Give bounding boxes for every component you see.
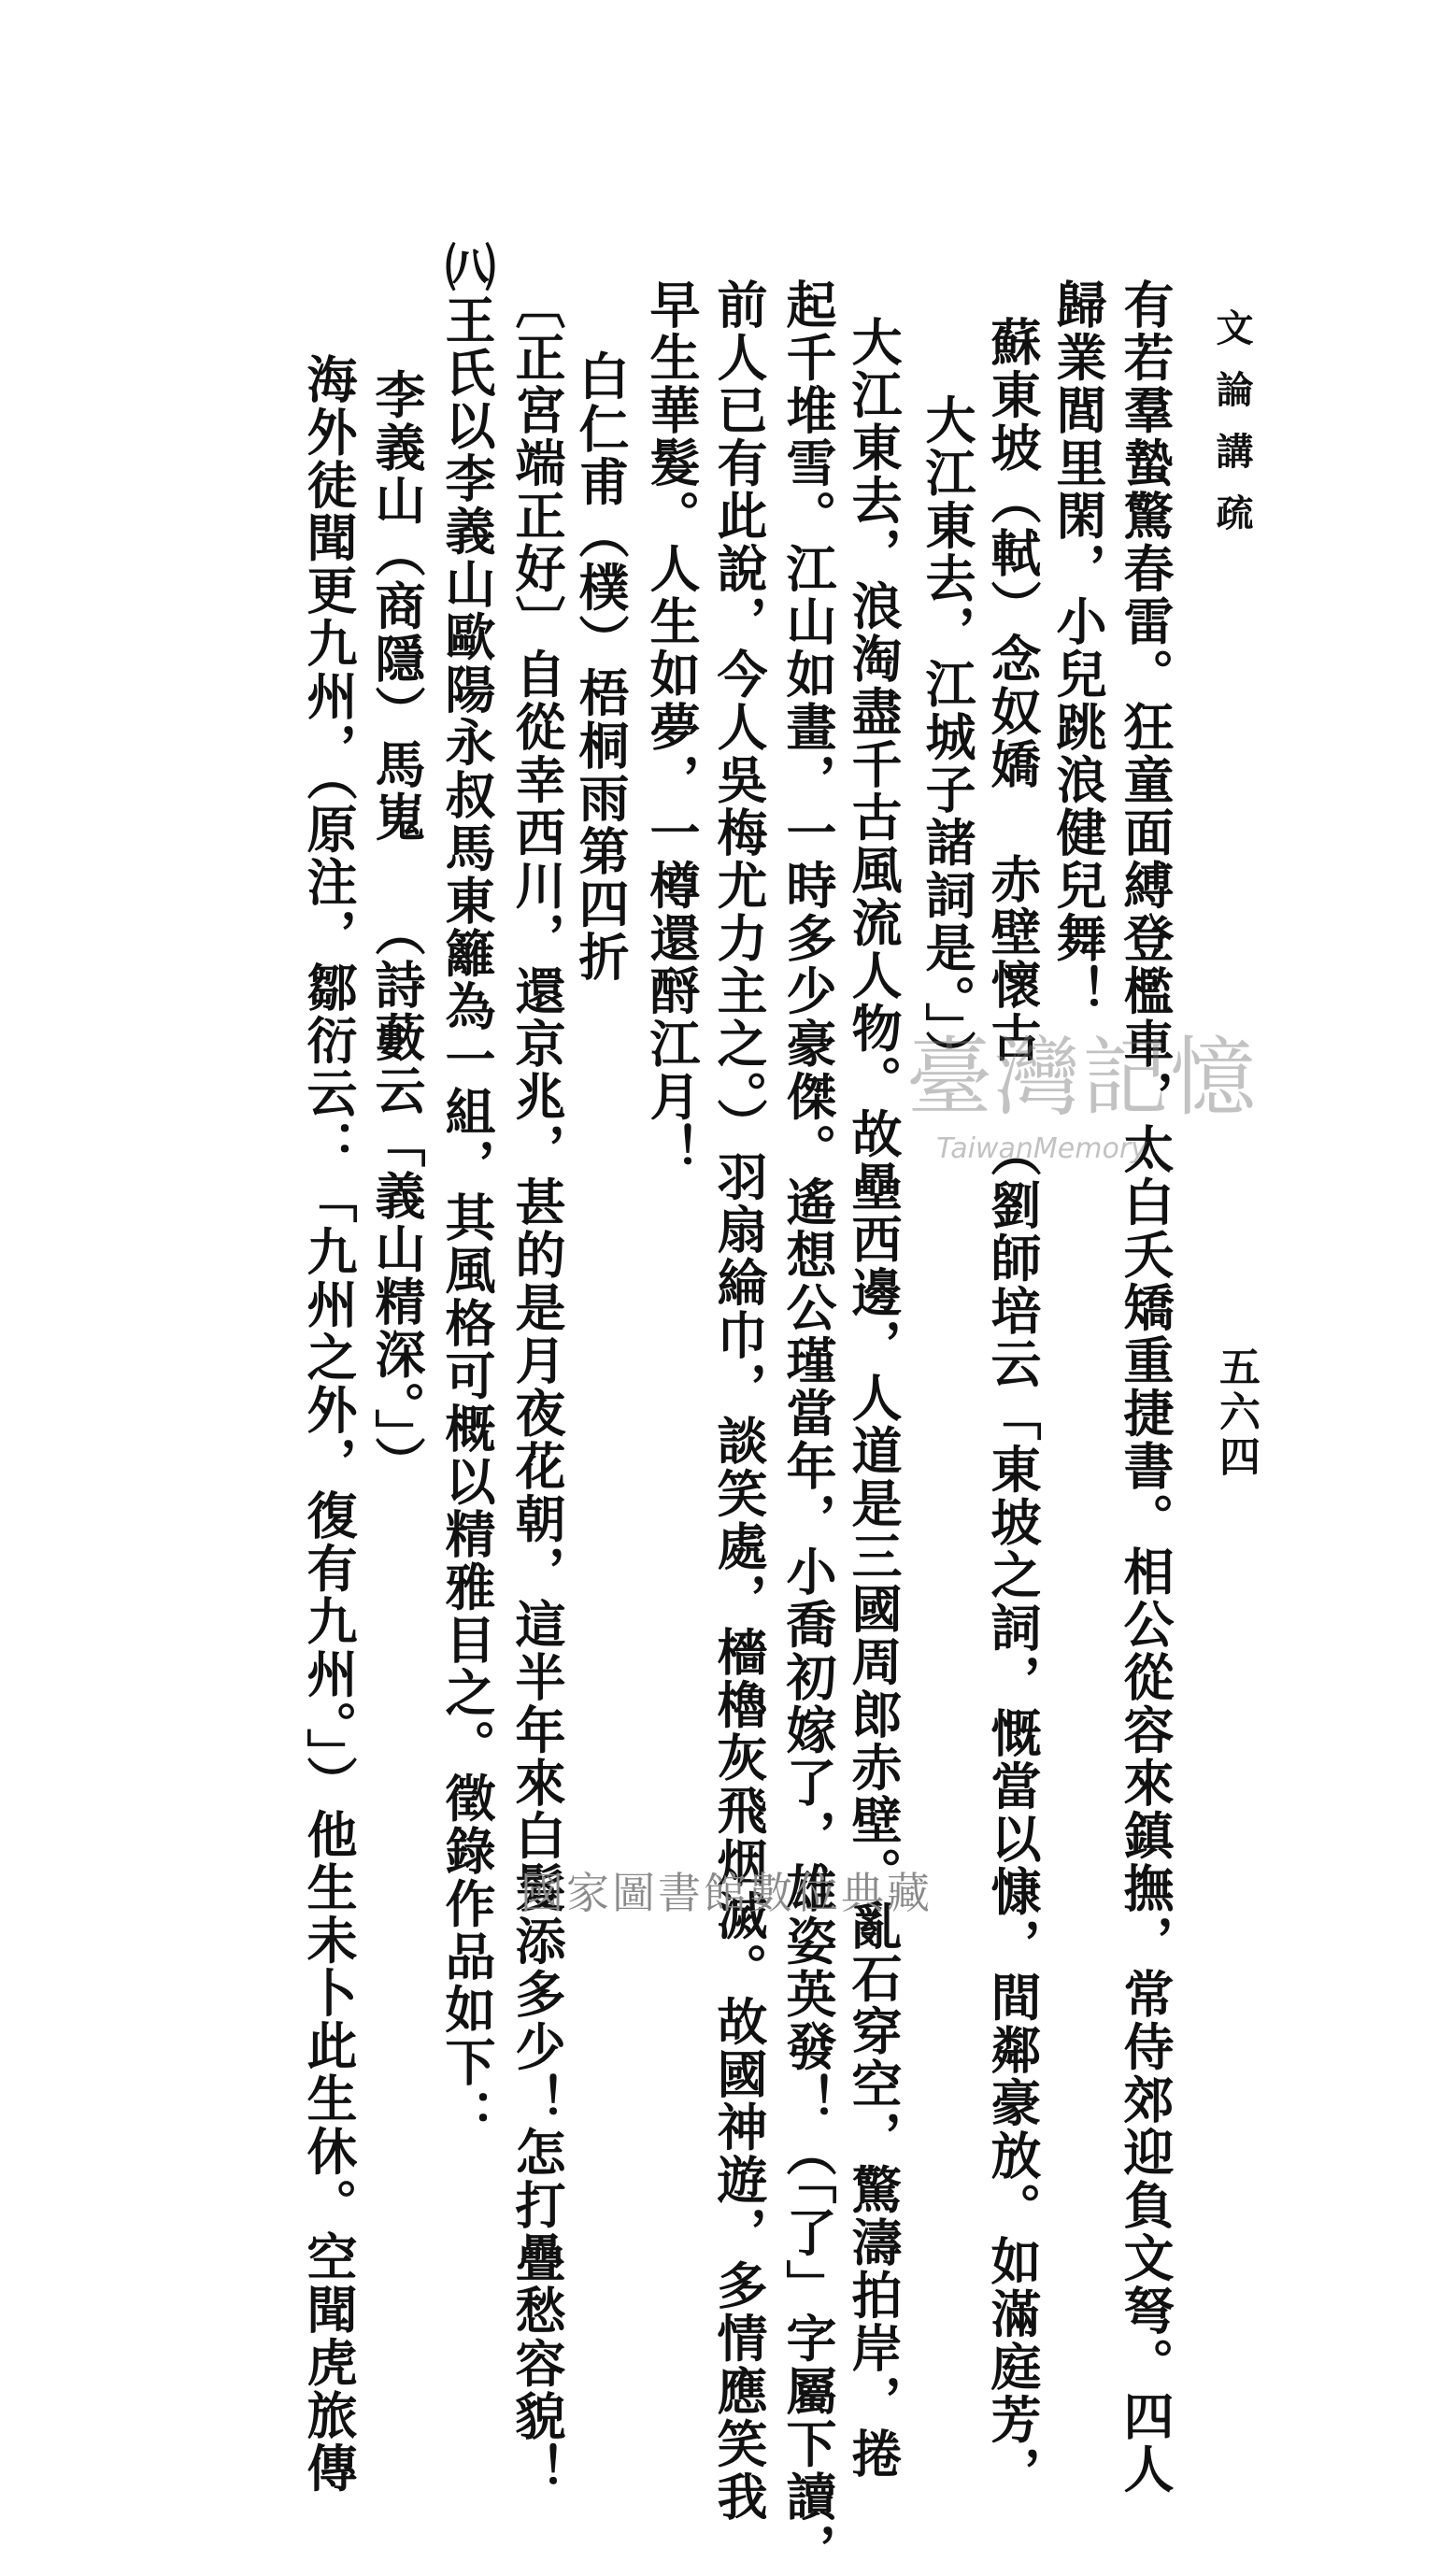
watermark-text: 臺灣記憶 — [906, 1028, 1259, 1128]
text-column: 起千堆雪。江山如畫，一時多少豪傑。遙想公瑾當年，小喬初嫁了，雄姿英發！（「了」字屬下讀， — [778, 278, 838, 2576]
text-column: 前人已有此說，今人吳梅尤力主之。）羽扇綸巾，談笑處，檣櫓灰飛烟滅。故國神遊，多情應笑我 — [709, 278, 769, 2524]
text-column: 大江東去，江城子諸詞是。」） — [918, 341, 977, 1083]
text-column: 蘇東坡（軾）念奴嬌 赤壁懷古 （劉師培云「東坡之詞，慨當以慷，間鄰豪放。如滿庭芳， — [983, 316, 1043, 2499]
text-column: 〔正宮端正好〕自從幸西川，還京兆，甚的是月夜花朝，這半年來白髮添多少！怎打疊愁容貌！ — [507, 278, 567, 2496]
watermark-subtext: TaiwanMemory — [936, 1132, 1147, 1165]
text-column: 李義山（商隱）馬嵬 （詩藪云「義山精深。」） — [367, 316, 427, 1489]
footer-credit: 國家圖書館數位典藏 — [520, 1868, 933, 1918]
book-title: 文論講疏 — [1210, 308, 1254, 555]
text-column: 大江東去，浪淘盡千古風流人物。故壘西邊，人道是三國周郎赤壁。亂石穿空，驚濤拍岸，捲 — [844, 316, 904, 2481]
watermark — [906, 1009, 1259, 1165]
page-number: 五六四 — [1212, 1345, 1260, 1480]
text-column: ㈧王氏以李義山歐陽永叔馬東籬為一組，其風格可概以精雅目之。徵錄作品如下： — [437, 241, 497, 2142]
text-column: 海外徒聞更九州，（原注，鄒衍云：「九州之外，復有九州。」）他生未卜此生休。空聞虎旅傳 — [299, 353, 359, 2495]
text-column: 早生華髮。人生如夢，一樽還酹江月！ — [642, 278, 702, 1176]
text-column: 白仁甫（樸）梧桐雨第四折 — [571, 297, 631, 984]
text-column: 有若羣蟄驚春雷。狂童面縛登檻車，太白夭矯重捷書。相公從容來鎮撫，常侍郊迎負文弩。四人 — [1116, 278, 1175, 2496]
text-column: 歸業閭里閑，小兒跳浪健兒舞！ — [1048, 278, 1108, 1018]
